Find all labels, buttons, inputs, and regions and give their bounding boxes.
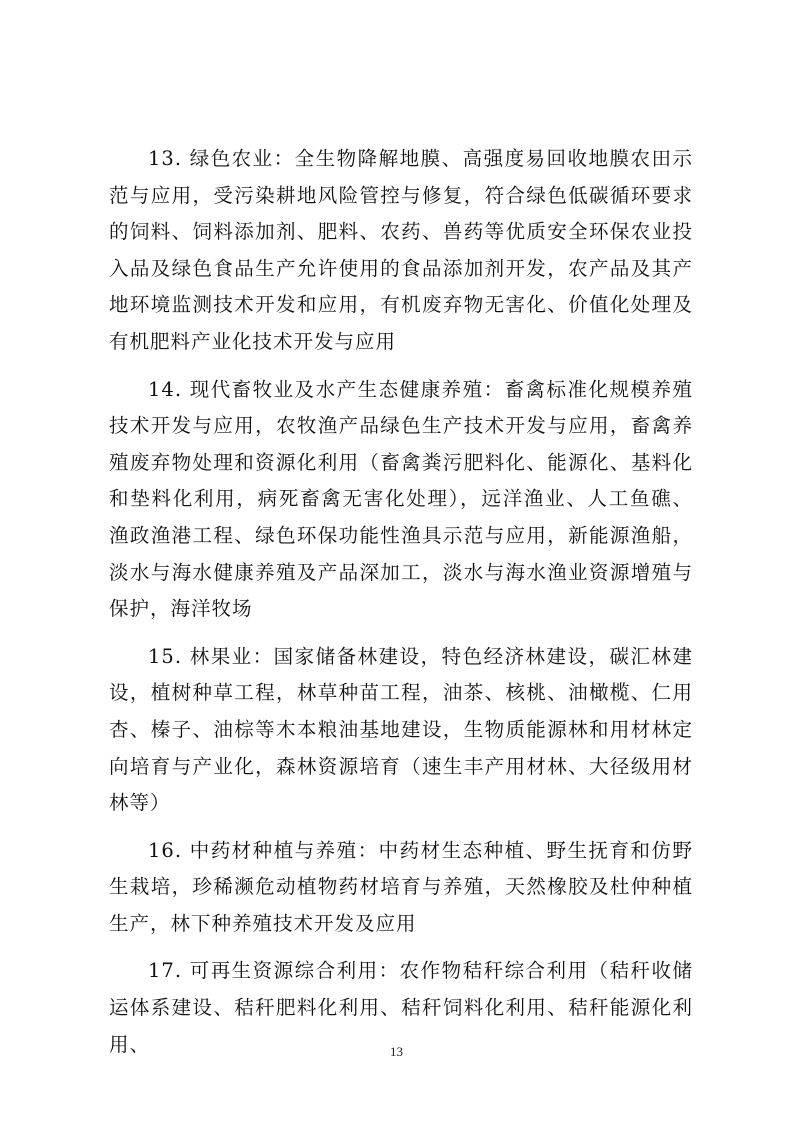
paragraph-15-forestry-fruit: 15. 林果业：国家储备林建设，特色经济林建设，碳汇林建设，植树种草工程，林草种苗工程，油茶、核桃、油橄榄、仁用杏、榛子、油棕等木本粮油基地建设，生物质能源林和用材林定向培育与产业化，森林资源培育（速生丰产用材林、大径级用材林等） — [109, 644, 693, 815]
paragraph-16-medicinal-herbs: 16. 中药材种植与养殖：中药材生态种植、野生抚育和仿野生栽培，珍稀濒危动植物药材培育与养殖，天然橡胶及杜仲种植生产，林下种养殖技术开发及应用 — [109, 838, 693, 935]
document-body — [109, 141, 693, 1074]
paragraph-14-modern-livestock-aquaculture: 14. 现代畜牧业及水产生态健康养殖：畜禽标准化规模养殖技术开发与应用，农牧渔产品绿色生产技术开发与应用，畜禽养殖废弃物处理和资源化利用（畜禽粪污肥料化、能源化、基料化和垫料化利用，病死畜禽无害化处理），远洋渔业、人工鱼礁、渔政渔港工程、绿色环保功能性渔具示范与应用，新能源渔船，淡水与海水健康养殖及产品深加工，淡水与海水渔业资源增殖与保护，海洋牧场 — [109, 377, 693, 621]
paragraph-13-green-agriculture: 13. 绿色农业：全生物降解地膜、高强度易回收地膜农田示范与应用，受污染耕地风险管控与修复，符合绿色低碳循环要求的饲料、饲料添加剂、肥料、农药、兽药等优质安全环保农业投入品及绿色食品生产允许使用的食品添加剂开发，农产品及其产地环境监测技术开发和应用，有机废弃物无害化、价值化处理及有机肥料产业化技术开发与应用 — [109, 147, 693, 353]
paragraph-17-renewable-resources: 17. 可再生资源综合利用：农作物秸秆综合利用（秸秆收储运体系建设、秸秆肥料化利用、秸秆饲料化利用、秸秆能源化利用、 — [109, 959, 693, 1056]
page-number: 13 — [390, 1044, 403, 1059]
